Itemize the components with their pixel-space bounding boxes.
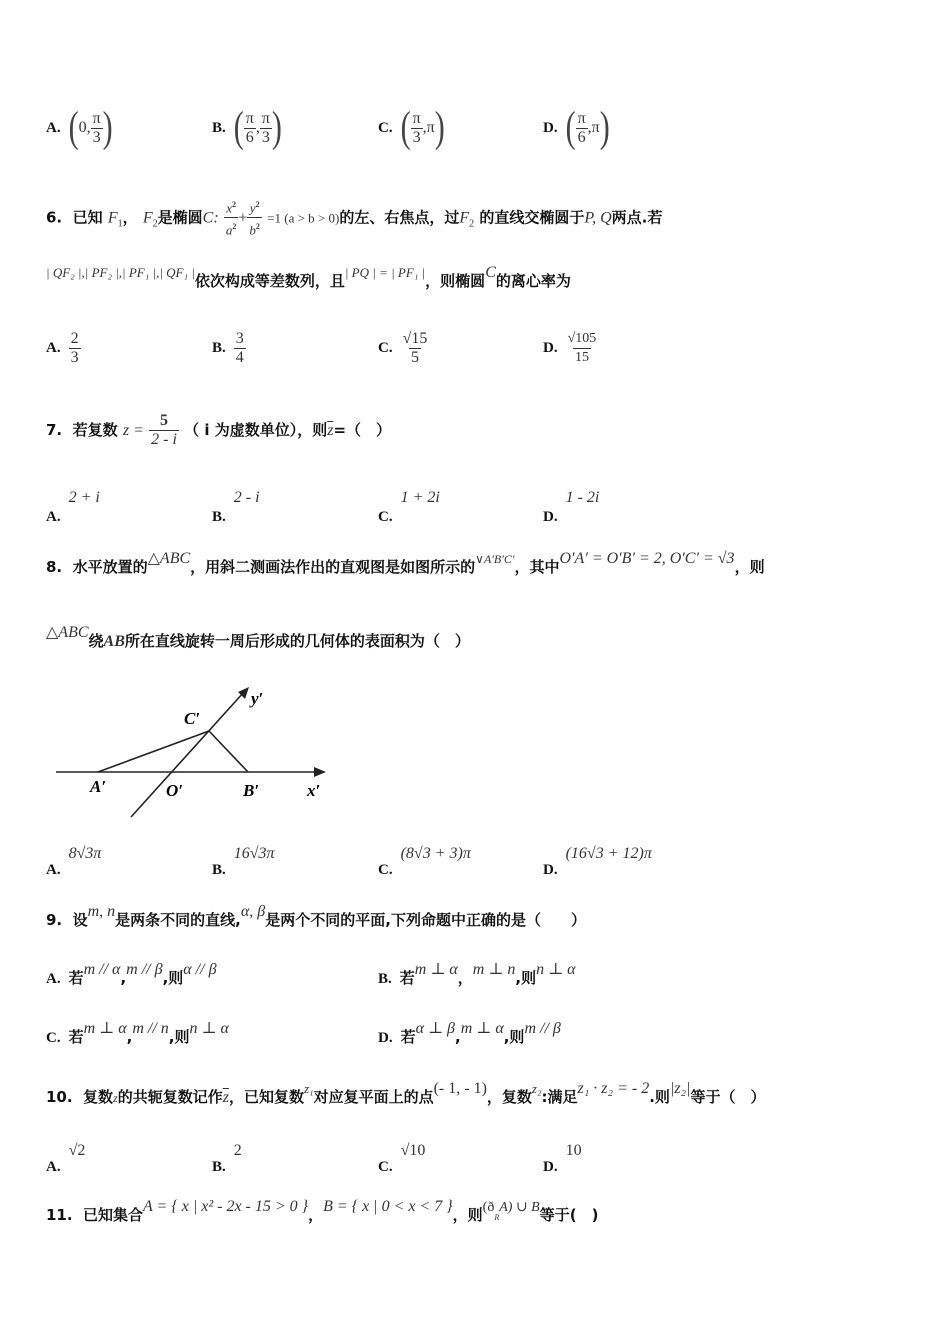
q7-stem: 7. 若复数 z = $\frac{5}{2 - i}$ （ i 为虚数单位），则$\overline{z}=$（ ）	[46, 412, 392, 448]
label-y: y′	[251, 689, 264, 708]
q6-options	[0, 323, 950, 373]
q6-option-a[interactable]: A. $\frac{2}{3}$	[46, 329, 79, 366]
q6-stem-line1: 6. 已知 $F_1$， $F_2$是椭圆C: $\frac{x^2}{a^2}$ + $\frac{y^2}{b^2}$ =1 (a > b > 0)的左、右焦点，过$F_2$ 的直线交椭圆于P, Q两点.若	[46, 200, 663, 238]
q5-option-c[interactable]: C. ( $\frac{\pi}{3}$ ,π )	[378, 103, 445, 152]
label-a: A′	[90, 777, 107, 796]
q10-stem: 10. 复数z的共轭复数记作$\overline{z}$，已知复数z₁对应复平面上的点(- 1, - 1)，复数z₂:满足z₁ · z₂ = - 2.则|z₂|等于（ ）	[46, 1080, 766, 1106]
segment-a-c	[98, 731, 209, 772]
q9-option-a[interactable]: A. 若m // α,m // β,则α // β	[46, 961, 217, 987]
q8-stem-line1: 8. 水平放置的△ABC，用斜二测画法作出的直观图是如图所示的$^{\vee A'B'C'}$，其中O′A′ = O′B′ = 2, O′C′ = √3，则	[46, 550, 765, 576]
q5-option-d[interactable]: D. ( $\frac{\pi}{6}$ ,π )	[543, 103, 610, 152]
q8-options	[0, 838, 950, 888]
q9-option-b[interactable]: B. 若m ⊥ α，m ⊥ n,则n ⊥ α	[378, 961, 576, 987]
q10-option-a[interactable]: A. √2	[46, 1142, 86, 1175]
label-x: x′	[307, 781, 321, 800]
x-axis-arrow	[314, 767, 326, 777]
q11-stem: 11. 已知集合A = { x | x² - 2x - 15 > 0 }，B = { x | 0 < x < 7 }，则$(ð_RA)$ ∪ B等于( )	[46, 1198, 599, 1224]
q8-stem-line2: △ABC绕AB所在直线旋转一周后形成的几何体的表面积为（ ）	[46, 624, 470, 650]
q6-option-d[interactable]: D. $\frac{√105}{15}$	[543, 330, 597, 365]
segment-c-b	[209, 731, 248, 772]
q8-option-b[interactable]: B. 16√3π	[212, 845, 275, 878]
q9-option-c[interactable]: C. 若m ⊥ α,m // n,则n ⊥ α	[46, 1020, 229, 1046]
q6-stem-line2: | QF₂ |,| PF₂ |,| PF₁ |,| QF₁ |依次构成等差数列，且| PQ | = | PF₁ |，则椭圆C的离心率为	[46, 264, 571, 290]
label-b: B′	[243, 781, 260, 800]
q5-option-b[interactable]: B. ( $\frac{\pi}{6}$ , $\frac{\pi}{3}$ )	[212, 103, 282, 152]
q10-option-b[interactable]: B. 2	[212, 1142, 242, 1175]
label-c: C′	[184, 709, 201, 728]
q7-option-b[interactable]: B. 2 - i	[212, 489, 260, 525]
q6-option-b[interactable]: B. $\frac{3}{4}$	[212, 329, 244, 366]
q10-option-c[interactable]: C. √10	[378, 1142, 426, 1175]
q7-option-d[interactable]: D. 1 - 2i	[543, 489, 600, 525]
q8-option-d[interactable]: D. (16√3 + 12)π	[543, 845, 652, 878]
oblique-diagram	[46, 672, 336, 822]
q5-option-a[interactable]: A. ( 0, $\frac{\pi}{3}$ )	[46, 103, 113, 152]
q8-option-c[interactable]: C. (8√3 + 3)π	[378, 845, 471, 878]
q9-stem: 9. 设m, n是两条不同的直线,α, β是两个不同的平面,下列命题中正确的是（ ）	[46, 903, 586, 929]
q8-option-a[interactable]: A. 8√3π	[46, 845, 102, 878]
q7-options	[0, 482, 950, 532]
q6-option-c[interactable]: C. $\frac{√15}{5}$	[378, 329, 428, 366]
label-o: O′	[166, 781, 184, 800]
q5-options	[0, 103, 950, 153]
q7-option-a[interactable]: A. 2 + i	[46, 489, 100, 525]
q10-option-d[interactable]: D. 10	[543, 1142, 582, 1175]
q10-options	[0, 1135, 950, 1185]
q9-option-d[interactable]: D. 若α ⊥ β,m ⊥ α,则m // β	[378, 1020, 561, 1046]
q7-option-c[interactable]: C. 1 + 2i	[378, 489, 440, 525]
